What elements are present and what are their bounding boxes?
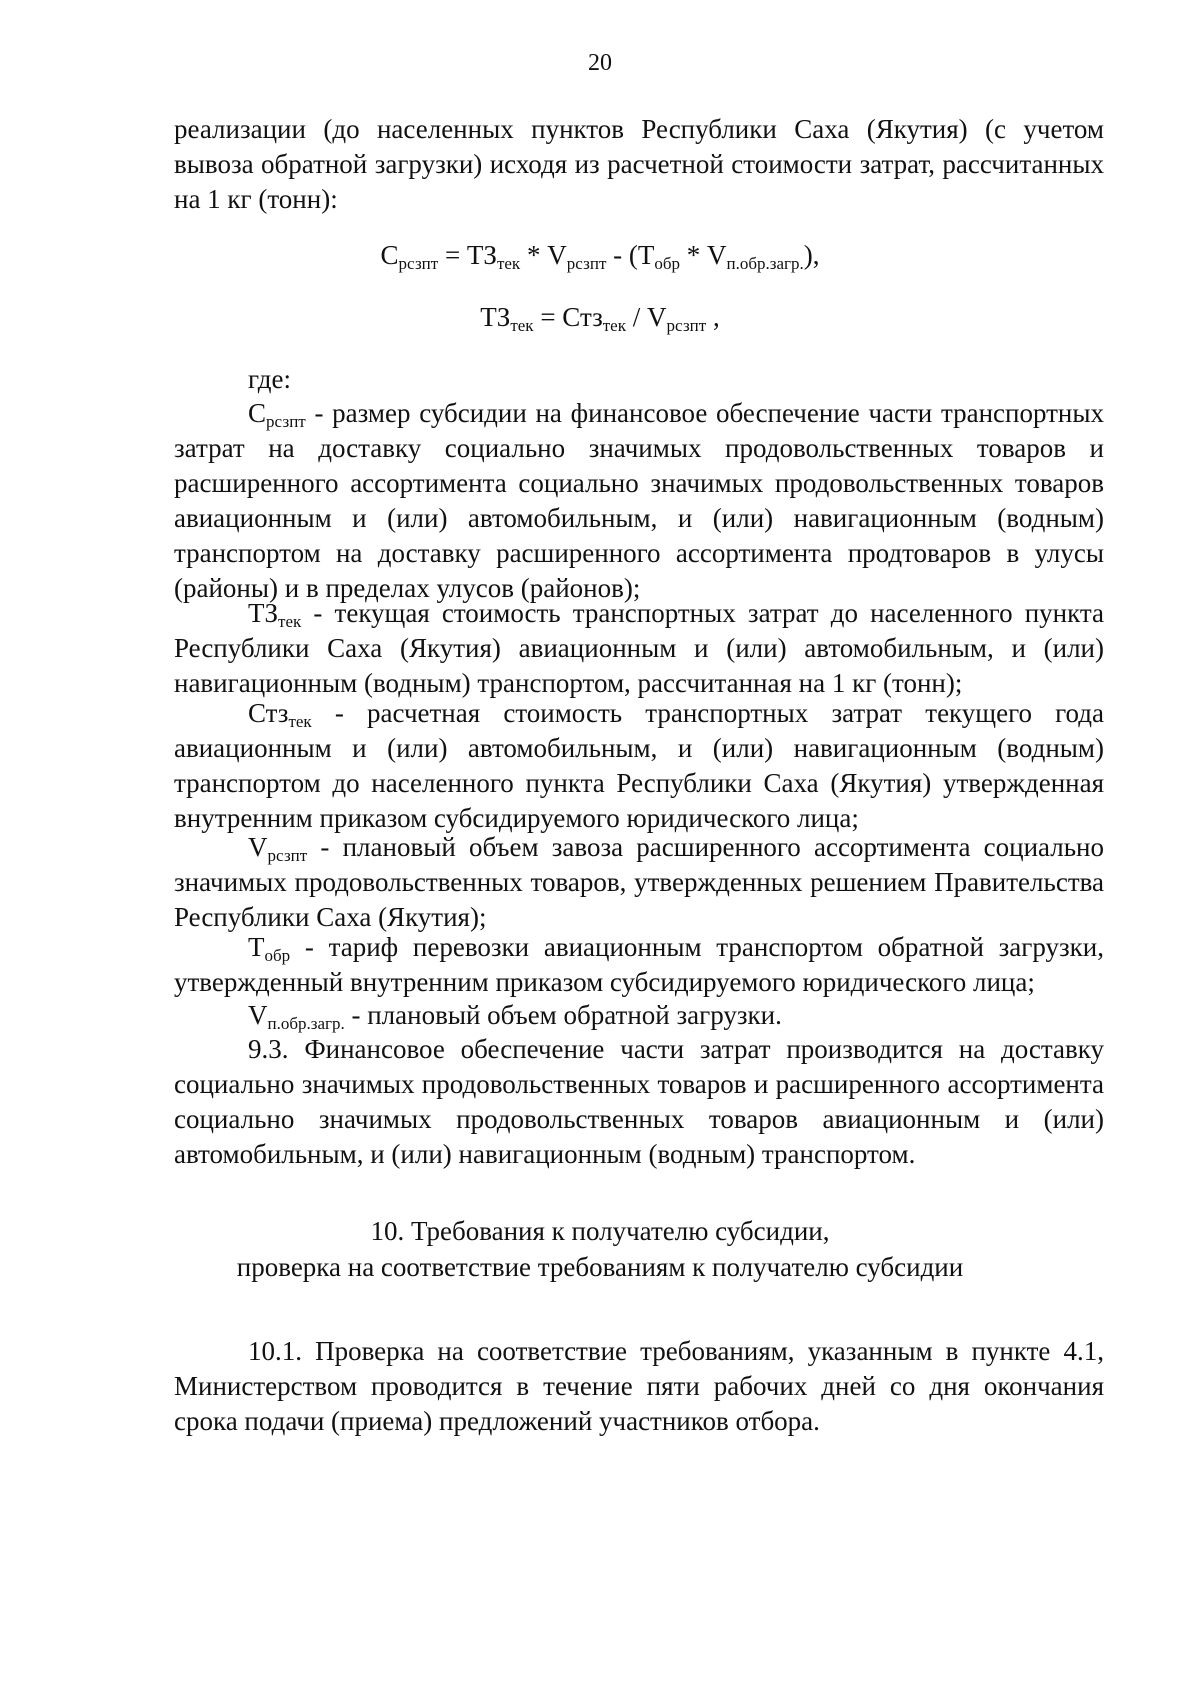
intro-paragraph: реализации (до населенных пунктов Республики Саха (Якутия) (с учетом вывоза обратной загрузки) исходя из расчетной стоимости затрат, рассчитанных на 1 кг (тонн): [174, 114, 1104, 214]
definition-current-cost: $ТЗ_{тек}$ - текущая стоимость транспортных затрат до населенного пункта Республики Саха (Якутия) авиационным и (или) автомобильным, и (или) навигационным (водным) транспортом, рассчитанная на 1 кг (тонн); [174, 598, 1104, 698]
paragraph-10-1: 10.1. Проверка на соответствие требованиям, указанным в пункте 4.1, Министерством проводится в течение пяти рабочих дней со дня окончания срока подачи (приема) предложений участников отбора. [174, 1336, 1104, 1436]
definition-estimated-cost: Стз$_{тек}$ - расчетная стоимость транспортных затрат текущего года авиационным и (или) автомобильным, и (или) навигационным (водным) транспортом до населенного пункта Республики Саха (Якутия) утвержденная внутренним приказом субсидируемого юридического лица; [174, 698, 1104, 833]
definition-return-load-volume: $V_{п.обр.загр.}$ - плановый объем обратной загрузки. [248, 1000, 782, 1033]
page-number: 20 [588, 50, 612, 76]
definition-tariff: $Т_{обр}$ - тариф перевозки авиационным транспортом обратной загрузки, утвержденный внутренним приказом субсидируемого юридического лица; [174, 932, 1104, 997]
section-heading-line-1: 10. Требования к получателю субсидии, [370, 1216, 830, 1246]
where-label: где: [248, 364, 291, 394]
definition-subsidy: $С_{рсзпт}$ - размер субсидии на финансовое обеспечение части транспортных затрат на доставку социально значимых продовольственных товаров и расширенного ассортимента социально значимых продовольственных товаров авиационным и (или) автомобильным, и (или) навигационным (водным) транспортом на доставку расширенного ассортимента продтоваров в улусы (районы) и в пределах улусов (районов); [174, 398, 1104, 603]
definition-planned-volume: $V_{рсзпт}$ - плановый объем завоза расширенного ассортимента социально значимых продовольственных товаров, утвержденных решением Правительства Республики Саха (Якутия); [174, 832, 1104, 932]
paragraph-9-3: 9.3. Финансовое обеспечение части затрат производится на доставку социально значимых продовольственных товаров и расширенного ассортимента социально значимых продовольственных товаров авиационным и (или) автомобильным, и (или) навигационным (водным) транспортом. [174, 1034, 1104, 1169]
formula-current-cost: $ТЗ_{тек} = Стз_{тек} / V_{рсзпт}$ , [480, 302, 720, 335]
formula-subsidy: $С_{рсзпт} = ТЗ_{тек} * V_{рсзпт} - (Т_{обр} * V_{п.обр.загр.})$, [380, 240, 820, 273]
section-heading-line-2: проверка на соответствие требованиям к получателю субсидии [236, 1252, 964, 1282]
